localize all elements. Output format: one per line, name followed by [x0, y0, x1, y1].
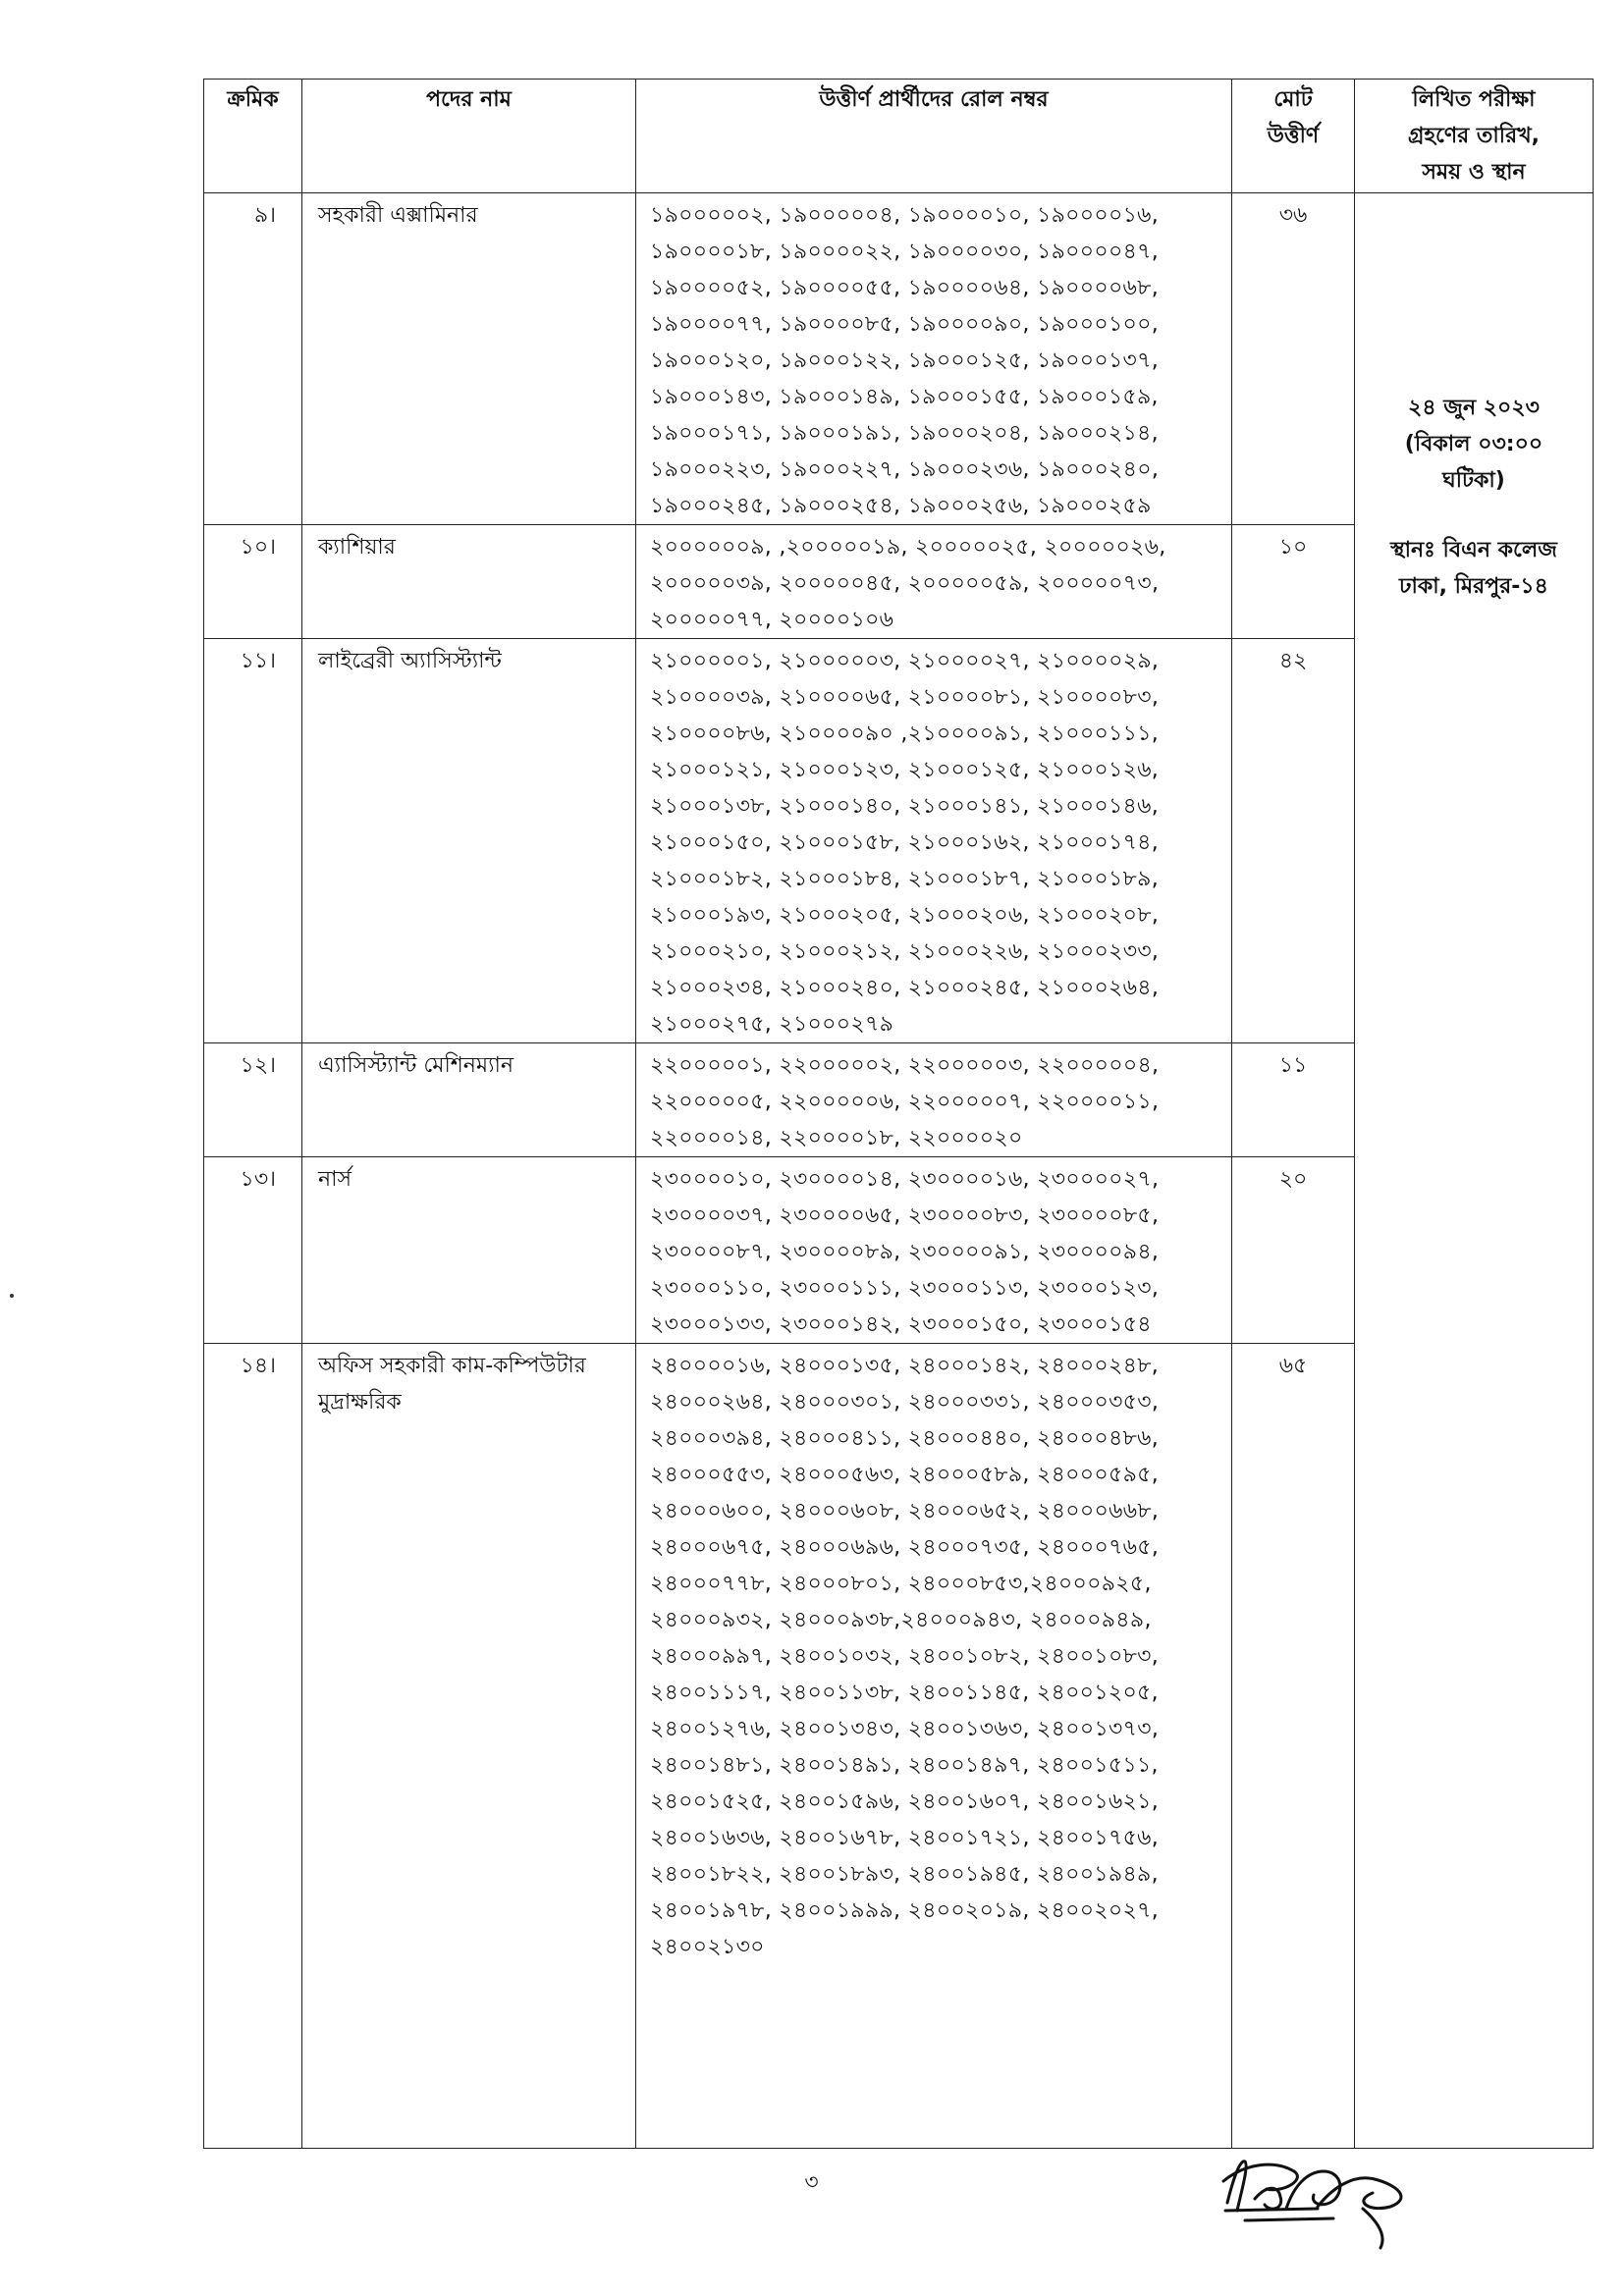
- row-post-name: সহকারী এক্সামিনার: [302, 193, 636, 525]
- row-roll-numbers: ২৩০০০০১০, ২৩০০০০১৪, ২৩০০০০১৬, ২৩০০০০২৭, ২৩০০০০৩৭, ২৩০০০০৬৫, ২৩০০০০৮৩, ২৩০০০০৮৫, ২৩০০০০৮৭, ২৩০০০০৮৯, ২৩০০০০৯১, ২৩০০০০৯৪, ২৩০০০১১০, ২৩০০০১১১, ২৩০০০১১৩, ২৩০০০১২৩, ২৩০০০১৩৩, ২৩০০০১৪২, ২৩০০০১৫০, ২৩০০০১৫৪: [636, 1157, 1232, 1344]
- page-number: ৩: [804, 2170, 819, 2195]
- row-roll-numbers: ২১০০০০০১, ২১০০০০০৩, ২১০০০০২৭, ২১০০০০২৯, ২১০০০০৩৯, ২১০০০০৬৫, ২১০০০০৮১, ২১০০০০৮৩, ২১০০০০৮৬, ২১০০০০৯০ ,২১০০০০৯১, ২১০০০১১১, ২১০০০১২১, ২১০০০১২৩, ২১০০০১২৫, ২১০০০১২৬, ২১০০০১৩৮, ২১০০০১৪০, ২১০০০১৪১, ২১০০০১৪৬, ২১০০০১৫০, ২১০০০১৫৮, ২১০০০১৬২, ২১০০০১৭৪, ২১০০০১৮২, ২১০০০১৮৪, ২১০০০১৮৭, ২১০০০১৮৯, ২১০০০১৯৩, ২১০০০২০৫, ২১০০০২০৬, ২১০০০২০৮, ২১০০০২১০, ২১০০০২১২, ২১০০০২২৬, ২১০০০২৩৩, ২১০০০২৩৪, ২১০০০২৪০, ২১০০০২৪৫, ২১০০০২৬৪, ২১০০০২৭৫, ২১০০০২৭৯: [636, 639, 1232, 1043]
- row-post-name: এ্যাসিস্ট্যান্ট মেশিনম্যান: [302, 1043, 636, 1157]
- row-total: ৩৬: [1232, 193, 1355, 525]
- header-total-passed: মোট উত্তীর্ণ: [1232, 80, 1355, 193]
- row-serial: ১২।: [204, 1043, 302, 1157]
- row-total: ৬৫: [1232, 1344, 1355, 2149]
- signature-icon: [1216, 2150, 1422, 2258]
- row-post-name: লাইব্রেরী অ্যাসিস্ট্যান্ট: [302, 639, 636, 1043]
- row-total: ১১: [1232, 1043, 1355, 1157]
- row-post-name: অফিস সহকারী কাম-কম্পিউটার মুদ্রাক্ষরিক: [302, 1344, 636, 2149]
- scan-speck: [10, 1294, 14, 1298]
- row-total: ৪২: [1232, 639, 1355, 1043]
- row-roll-numbers: ২৪০০০০১৬, ২৪০০০১৩৫, ২৪০০০১৪২, ২৪০০০২৪৮, ২৪০০০২৬৪, ২৪০০০৩০১, ২৪০০০৩৩১, ২৪০০০৩৫৩, ২৪০০০৩৯৪, ২৪০০০৪১১, ২৪০০০৪৪০, ২৪০০০৪৮৬, ২৪০০০৫৫৩, ২৪০০০৫৬৩, ২৪০০০৫৮৯, ২৪০০০৫৯৫, ২৪০০০৬০০, ২৪০০০৬০৮, ২৪০০০৬৫২, ২৪০০০৬৬৮, ২৪০০০৬৭৫, ২৪০০০৬৯৬, ২৪০০০৭৩৫, ২৪০০০৭৬৫, ২৪০০০৭৭৮, ২৪০০০৮০১, ২৪০০০৮৫৩,২৪০০০৯২৫, ২৪০০০৯৩২, ২৪০০০৯৩৮,২৪০০০৯৪৩, ২৪০০০৯৪৯, ২৪০০০৯৯৭, ২৪০০১০৩২, ২৪০০১০৮২, ২৪০০১০৮৩, ২৪০০১১১৭, ২৪০০১১৩৮, ২৪০০১১৪৫, ২৪০০১২০৫, ২৪০০১২৭৬, ২৪০০১৩৪৩, ২৪০০১৩৬৩, ২৪০০১৩৭৩, ২৪০০১৪৮১, ২৪০০১৪৯১, ২৪০০১৪৯৭, ২৪০০১৫১১, ২৪০০১৫২৫, ২৪০০১৫৯৬, ২৪০০১৬০৭, ২৪০০১৬২১, ২৪০০১৬৩৬, ২৪০০১৬৭৮, ২৪০০১৭২১, ২৪০০১৭৫৬, ২৪০০১৮২২, ২৪০০১৮৯৩, ২৪০০১৯৪৫, ২৪০০১৯৪৯, ২৪০০১৯৭৮, ২৪০০১৯৯৯, ২৪০০২০১৯, ২৪০০২০২৭, ২৪০০২১৩০: [636, 1344, 1232, 2149]
- row-roll-numbers: ২২০০০০০১, ২২০০০০০২, ২২০০০০০৩, ২২০০০০০৪, ২২০০০০০৫, ২২০০০০০৬, ২২০০০০০৭, ২২০০০০১১, ২২০০০০১৪, ২২০০০০১৮, ২২০০০০২০: [636, 1043, 1232, 1157]
- row-total: ১০: [1232, 525, 1355, 639]
- header-post-name: পদের নাম: [302, 80, 636, 193]
- exam-time: (বিকাল ০৩:০০ ঘটিকা): [1404, 432, 1543, 493]
- header-roll-numbers: উত্তীর্ণ প্রার্থীদের রোল নম্বর: [636, 80, 1232, 193]
- row-serial: ১৪।: [204, 1344, 302, 2149]
- row-serial: ১৩।: [204, 1157, 302, 1344]
- header-exam-info: লিখিত পরীক্ষা গ্রহণের তারিখ, সময় ও স্থান: [1355, 80, 1594, 193]
- row-post-name: ক্যাশিয়ার: [302, 525, 636, 639]
- row-roll-numbers: ২০০০০০০৯, ,২০০০০০১৯, ২০০০০০২৫, ২০০০০০২৬, ২০০০০০৩৯, ২০০০০০৪৫, ২০০০০০৫৯, ২০০০০০৭৩, ২০০০০০৭৭, ২০০০০১০৬: [636, 525, 1232, 639]
- row-total: ২০: [1232, 1157, 1355, 1344]
- header-serial: ক্রমিক: [204, 80, 302, 193]
- table-row: [204, 193, 1594, 525]
- exam-info-cell: [1355, 193, 1594, 2149]
- row-serial: ১১।: [204, 639, 302, 1043]
- exam-date: ২৪ জুন ২০২৩: [1408, 396, 1540, 420]
- table-header-row: [204, 80, 1594, 193]
- results-table: [203, 79, 1594, 2149]
- exam-venue: স্থানঃ বিএন কলেজ ঢাকা, মিরপুর-১৪: [1390, 538, 1557, 599]
- row-serial: ১০।: [204, 525, 302, 639]
- row-post-name: নার্স: [302, 1157, 636, 1344]
- row-roll-numbers: ১৯০০০০০২, ১৯০০০০০৪, ১৯০০০০১০, ১৯০০০০১৬, ১৯০০০০১৮, ১৯০০০০২২, ১৯০০০০৩০, ১৯০০০০৪৭, ১৯০০০০৫২, ১৯০০০০৫৫, ১৯০০০০৬৪, ১৯০০০০৬৮, ১৯০০০০৭৭, ১৯০০০০৮৫, ১৯০০০০৯০, ১৯০০০১০০, ১৯০০০১২০, ১৯০০০১২২, ১৯০০০১২৫, ১৯০০০১৩৭, ১৯০০০১৪৩, ১৯০০০১৪৯, ১৯০০০১৫৫, ১৯০০০১৫৯, ১৯০০০১৭১, ১৯০০০১৯১, ১৯০০০২০৪, ১৯০০০২১৪, ১৯০০০২২৩, ১৯০০০২২৭, ১৯০০০২৩৬, ১৯০০০২৪০, ১৯০০০২৪৫, ১৯০০০২৫৪, ১৯০০০২৫৬, ১৯০০০২৫৯: [636, 193, 1232, 525]
- row-serial: ৯।: [204, 193, 302, 525]
